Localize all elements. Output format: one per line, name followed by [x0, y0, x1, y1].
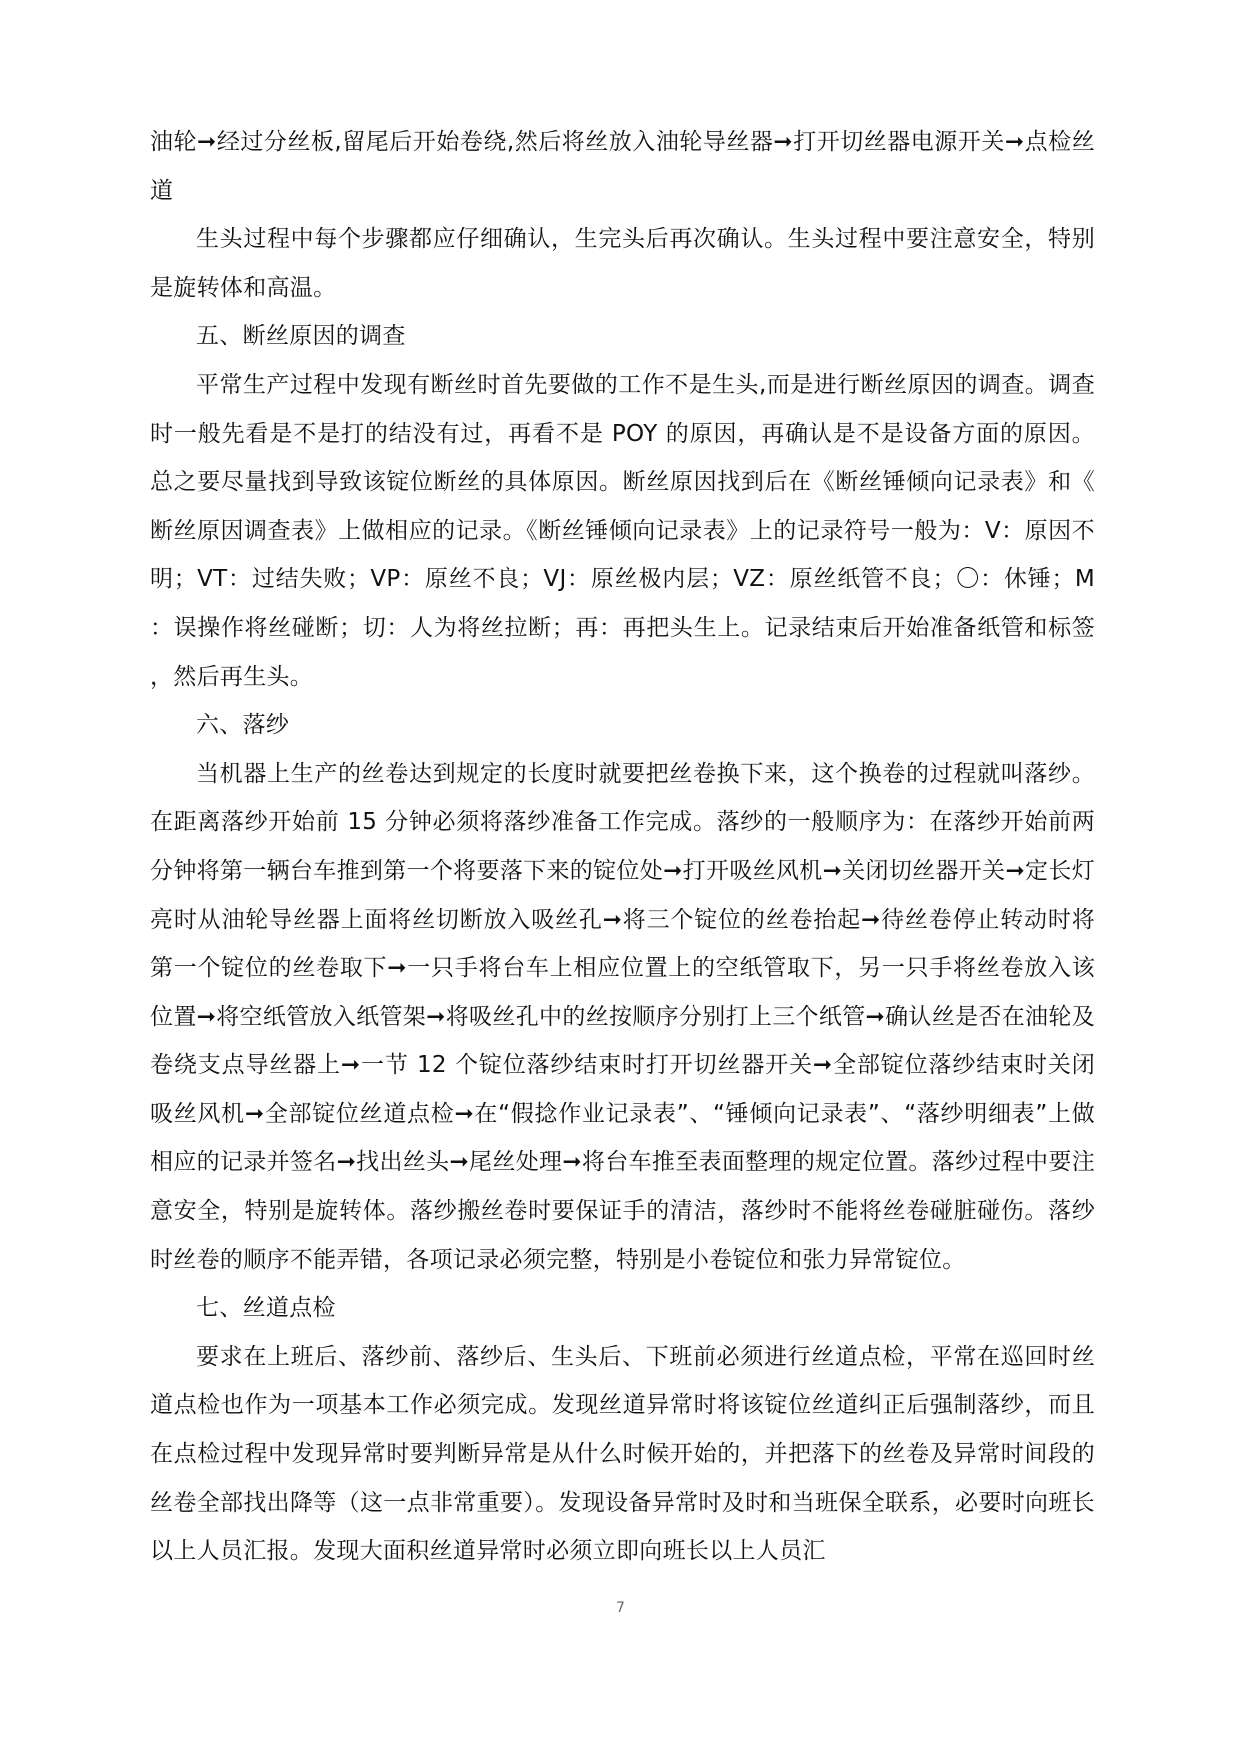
- paragraph-yarn-path-check: 要求在上班后、落纱前、落纱后、生头后、下班前必须进行丝道点检，平常在巡回时丝道点检也作为一项基本工作必须完成。发现丝道异常时将该锭位丝道纠正后强制落纱，而且在点检过程中发现异常时要判断异常是从什么时候开始的，并把落下的丝卷及异常时间段的丝卷全部找出降等（这一点非常重要）。发现设备异常时及时和当班保全联系，必要时向班长以上人员汇报。发现大面积丝道异常时必须立即向班长以上人员汇: [150, 1343, 1095, 1565]
- page-number: 7: [616, 1600, 625, 1616]
- paragraph-continuation: 油轮➞经过分丝板,留尾后开始卷绕,然后将丝放入油轮导丝器➞打开切丝器电源开关➞点检丝道: [150, 129, 1095, 204]
- paragraph-doffing: 当机器上生产的丝卷达到规定的长度时就要把丝卷换下来，这个换卷的过程就叫落纱。在距离落纱开始前 15 分钟必须将落纱准备工作完成。落纱的一般顺序为：在落纱开始前两分钟将第一辆台车推到第一个将要落下来的锭位处➞打开吸丝风机➞关闭切丝器开关➞定长灯亮时从油轮导丝器上面将丝切断放入吸丝孔➞将三个锭位的丝卷抬起➞待丝卷停止转动时将第一个锭位的丝卷取下➞一只手将台车上相应位置上的空纸管取下，另一只手将丝卷放入该位置➞将空纸管放入纸管架➞将吸丝孔中的丝按顺序分别打上三个纸管➞确认丝是否在油轮及卷绕支点导丝器上➞一节 12 个锭位落纱结束时打开切丝器开关➞全部锭位落纱结束时关闭吸丝风机➞全部锭位丝道点检➞在“假捻作业记录表”、“锤倾向记录表”、“落纱明细表”上做相应的记录并签名➞找出丝头➞尾丝处理➞将台车推至表面整理的规定位置。落纱过程中要注意安全，特别是旋转体。落纱搬丝卷时要保证手的清洁，落纱时不能将丝卷碰脏碰伤。落纱时丝卷的顺序不能弄错，各项记录必须完整，特别是小卷锭位和张力异常锭位。: [150, 760, 1095, 1273]
- section-heading-5: 五、断丝原因的调查: [196, 323, 406, 350]
- paragraph-break-cause: 平常生产过程中发现有断丝时首先要做的工作不是生头,而是进行断丝原因的调查。调查时一般先看是不是打的结没有过，再看不是 POY 的原因，再确认是不是设备方面的原因。总之要尽量找到导致该锭位断丝的具体原因。断丝原因找到后在《断丝锤倾向记录表》和《断丝原因调查表》上做相应的记录。《断丝锤倾向记录表》上的记录符号一般为：V：原因不明；VT：过结失败；VP：原丝不良；VJ：原丝极内层；VZ：原丝纸管不良；〇：休锤；M：误操作将丝碰断；切：人为将丝拉断；再：再把头生上。记录结束后开始准备纸管和标签，然后再生头。: [150, 371, 1095, 690]
- paragraph-safety-note: 生头过程中每个步骤都应仔细确认，生完头后再次确认。生头过程中要注意安全，特别是旋转体和高温。: [150, 226, 1095, 301]
- section-heading-7: 七、丝道点检: [196, 1295, 336, 1322]
- section-heading-6: 六、落纱: [196, 712, 290, 739]
- document-body: [150, 118, 1095, 1576]
